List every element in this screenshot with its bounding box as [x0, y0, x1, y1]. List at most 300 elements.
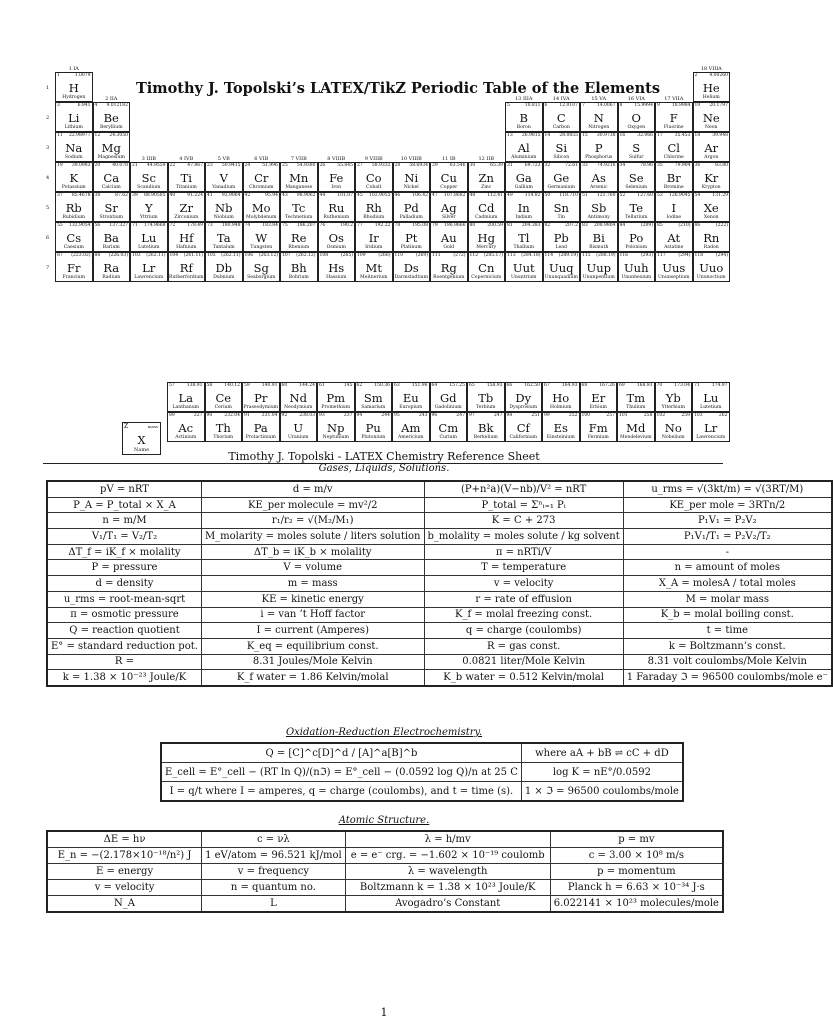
element-symbol: Uut	[512, 261, 535, 275]
element-cell-md	[617, 412, 655, 442]
element-cell-rh	[355, 192, 393, 222]
atomic-number: 37	[57, 193, 63, 198]
element-name: Curium	[439, 435, 457, 440]
element-cell-pd	[393, 192, 431, 222]
atomic-number: 1	[57, 73, 60, 78]
atomic-number: 80	[469, 223, 476, 228]
table-cell: u_rms = √(3kt/m) = √(3RT/M)	[623, 481, 832, 497]
period-label: 1	[46, 85, 50, 91]
atomic-mass: (261.11)	[183, 253, 203, 258]
atomic-number: 65	[469, 383, 475, 388]
element-symbol: Rg	[440, 261, 457, 275]
atomic-number: 10	[694, 103, 701, 108]
element-cell-hf	[168, 222, 206, 252]
atomic-mass: 9.012182	[106, 103, 128, 108]
atomic-number: 15	[582, 133, 588, 138]
table-cell: 8.31 Joules/Mole Kelvin	[201, 654, 424, 670]
formula-row	[47, 591, 832, 607]
atomic-mass: 79.904	[674, 163, 691, 168]
atomic-number: 55	[57, 223, 63, 228]
group-label: 16 VIA	[627, 96, 645, 102]
element-name: Roentgenium	[433, 275, 465, 280]
table-cell: K_f water = 1.86 Kelvin/molal	[201, 670, 424, 686]
element-symbol: Nb	[215, 201, 233, 215]
element-cell-ac	[167, 412, 205, 442]
element-symbol: Nd	[289, 391, 307, 405]
atomic-number: 72	[169, 223, 176, 228]
atomic-number: 67	[544, 383, 550, 388]
atomic-mass: 47.867	[187, 163, 203, 168]
element-symbol: Cs	[66, 231, 82, 245]
atomic-mass: 173.04	[674, 383, 690, 388]
atomic-mass: 247	[456, 413, 465, 418]
atomic-number: 11	[57, 133, 63, 138]
formula-row	[47, 529, 832, 545]
element-symbol: Zr	[179, 201, 193, 215]
element-name: Rubidium	[62, 215, 86, 220]
atomic-mass: 262	[718, 413, 728, 418]
atomic-number: 30	[469, 163, 476, 168]
atomic-mass: 186.207	[296, 223, 316, 228]
element-name: Potassium	[61, 185, 86, 190]
atomic-number: 41	[207, 193, 213, 198]
group-label: 2 IIA	[105, 96, 118, 102]
element-name: Phosphorus	[585, 155, 613, 160]
element-cell-at	[655, 222, 693, 252]
atomic-mass: 121.760	[596, 193, 616, 198]
table-cell: v = velocity	[424, 576, 623, 592]
atomic-mass: 4.00260	[709, 73, 728, 78]
element-symbol: Bk	[478, 421, 494, 435]
atomic-number: 116	[619, 253, 629, 258]
table-cell: d = density	[47, 576, 201, 592]
period-label: 5	[46, 205, 50, 211]
atomic-number: 88	[94, 253, 101, 258]
element-symbol: Sb	[591, 201, 607, 215]
element-cell-he	[693, 72, 731, 102]
element-symbol: Cf	[516, 421, 530, 435]
element-name: Strontium	[99, 215, 124, 220]
table-cell: ΔE = hν	[47, 831, 202, 848]
atomic-number: 42	[244, 193, 251, 198]
atomic-mass: 257	[606, 413, 615, 418]
atomic-number: 62	[356, 383, 363, 388]
atomic-number: 18	[694, 133, 701, 138]
atomic-number: 57	[169, 383, 175, 388]
table-cell: (P+n²a)(V−nb)/V² = nRT	[424, 481, 623, 497]
element-name: Einsteinium	[546, 435, 575, 440]
redox-table	[160, 742, 684, 802]
atomic-mass: 101.07	[337, 193, 353, 198]
element-name: Terbium	[476, 405, 496, 410]
atomic-table	[46, 830, 724, 913]
atomic-mass: (294)	[715, 253, 728, 258]
atomic-mass: 92.9064	[221, 193, 241, 198]
table-cell: c = νλ	[202, 831, 346, 848]
element-name: Ruthenium	[323, 215, 350, 220]
atomic-mass: 24.3050	[109, 133, 128, 138]
atomic-number: 100	[581, 413, 591, 418]
element-symbol: Ca	[103, 171, 120, 185]
element-name: Dubnium	[213, 275, 235, 280]
element-symbol: Te	[629, 201, 644, 215]
atomic-number: 2	[694, 73, 698, 78]
element-cell-fe	[318, 162, 356, 192]
atomic-mass: 168.93	[636, 383, 653, 388]
element-name: Meitnerium	[360, 275, 388, 280]
atomic-number: 86	[694, 223, 701, 228]
element-cell-lr	[692, 412, 730, 442]
atomic-mass: 95.94	[265, 193, 278, 198]
table-cell: P_total = Σⁿᵢ₌₁ Pᵢ	[424, 497, 623, 513]
element-symbol: Fm	[588, 421, 608, 435]
atomic-mass: 238.03	[299, 413, 315, 418]
element-symbol: Ga	[515, 171, 532, 185]
table-cell: V = volume	[201, 560, 424, 576]
table-cell: i = van ’t Hoff factor	[201, 607, 424, 623]
element-cell-sg	[243, 252, 281, 282]
element-cell-ti	[168, 162, 206, 192]
table-cell: log K = nE°/0.0592	[521, 763, 683, 782]
atomic-mass: 174.97	[711, 383, 728, 388]
element-name: Polonium	[625, 245, 648, 250]
atomic-mass: 237	[343, 413, 353, 418]
element-cell-pt	[393, 222, 431, 252]
atomic-mass: 232.04	[224, 413, 240, 418]
element-name: Seaborgium	[247, 275, 276, 280]
element-name: Nitrogen	[588, 125, 610, 130]
atomic-mass: 22.98977	[69, 133, 91, 138]
formula-row	[47, 576, 832, 592]
atomic-mass: 114.82	[524, 193, 541, 198]
element-name: Palladium	[399, 215, 423, 220]
atomic-mass: 183.84	[262, 223, 278, 228]
atomic-mass: (262.12)	[296, 253, 316, 258]
atomic-number: 28	[394, 163, 401, 168]
atomic-number: 79	[432, 223, 438, 228]
atomic-number: 6	[544, 103, 548, 108]
group-label: 12 IIB	[478, 156, 495, 162]
element-symbol: F	[669, 111, 678, 125]
formula-row	[47, 623, 832, 639]
table-cell: Q = [C]^c[D]^d / [A]^a[B]^b	[161, 743, 521, 763]
element-name: Copernicium	[471, 275, 502, 280]
atomic-number: 61	[319, 383, 325, 388]
element-cell-pb	[543, 222, 581, 252]
element-symbol: Md	[626, 421, 646, 435]
element-cell-cf	[505, 412, 543, 442]
table-cell: 6.022141 × 10²³ molecules/mole	[550, 896, 723, 913]
atomic-number: 46	[394, 193, 401, 198]
table-cell: λ = wavelength	[345, 864, 550, 880]
element-cell-lr	[130, 252, 168, 282]
element-name: Lead	[555, 245, 567, 250]
element-name: Antimony	[587, 215, 610, 220]
formula-row	[47, 513, 832, 529]
element-name: Cadmium	[475, 215, 498, 220]
atomic-mass: 58.6934	[409, 163, 428, 168]
atomic-number: 50	[544, 193, 551, 198]
table-cell: L	[202, 896, 346, 913]
table-cell: I = q/t where I = amperes, q = charge (coulombs), and t = time (s).	[161, 782, 521, 802]
atomic-number: 107	[282, 253, 291, 258]
atomic-number: 106	[244, 253, 254, 258]
atomic-number: 7	[582, 103, 585, 108]
atomic-mass: 40.078	[112, 163, 128, 168]
atomic-mass: 137.327	[109, 223, 128, 228]
element-name: Fermium	[587, 435, 609, 440]
atomic-number: 84	[619, 223, 626, 228]
atomic-number: 16	[619, 133, 626, 138]
element-symbol: Hf	[179, 231, 194, 245]
table-cell: I = current (Amperes)	[201, 623, 424, 639]
element-name: Yttrium	[139, 215, 158, 220]
table-cell: T = temperature	[424, 560, 623, 576]
atomic-number: 48	[469, 193, 476, 198]
element-name: Sulfur	[629, 155, 644, 160]
element-name: Neptunium	[322, 435, 349, 440]
group-label: 5 VB	[217, 156, 230, 162]
atomic-number: 103	[694, 413, 703, 418]
element-symbol: Rh	[365, 201, 382, 215]
element-name: Darmstadtium	[394, 275, 428, 280]
group-label: 14 IVA	[552, 96, 570, 102]
group-label: 11 IB	[441, 156, 456, 162]
element-name: Lawrencium	[696, 435, 726, 440]
atomic-number: 82	[544, 223, 551, 228]
element-symbol: Pa	[253, 421, 268, 435]
element-cell-ar	[693, 132, 731, 162]
element-symbol: Sr	[104, 201, 118, 215]
atomic-mass: 44.9559	[146, 163, 166, 168]
atomic-heading: Atomic Structure.	[338, 815, 430, 826]
element-symbol: Lr	[142, 261, 156, 275]
element-symbol: W	[255, 231, 268, 245]
element-name: Actinium	[175, 435, 197, 440]
element-symbol: Ru	[328, 201, 345, 215]
element-cell-rn	[693, 222, 731, 252]
atomic-number: 12	[94, 133, 101, 138]
element-symbol: C	[556, 111, 566, 125]
element-cell-tl	[505, 222, 543, 252]
element-symbol: Co	[365, 171, 382, 185]
atomic-mass: 39.948	[712, 133, 728, 138]
element-name: Erbium	[589, 405, 607, 410]
atomic-mass: (266)	[378, 253, 391, 258]
element-name: Californium	[509, 435, 538, 440]
element-name: Bromine	[663, 185, 684, 190]
group-label: 4 IVB	[179, 156, 194, 162]
atomic-number: 60	[281, 383, 288, 388]
formula-row	[47, 638, 832, 654]
atomic-number: 118	[694, 253, 704, 258]
atomic-number: 97	[469, 413, 475, 418]
redox-heading: Oxidation-Reduction Electrochemistry.	[285, 727, 483, 738]
atomic-number: 19	[57, 163, 63, 168]
table-cell: n = m/M	[47, 513, 201, 529]
element-cell-y	[130, 192, 168, 222]
reference-title: Timothy J. Topolski - LATEX Chemistry Reference Sheet	[228, 450, 540, 463]
element-cell-c	[543, 102, 581, 132]
atomic-number: 104	[169, 253, 179, 258]
atomic-number: 5	[507, 103, 510, 108]
atomic-mass: 6.941	[77, 103, 91, 108]
element-name: Beryllium	[99, 125, 123, 130]
element-cell-pm	[317, 382, 355, 412]
element-name: Technetium	[285, 215, 313, 220]
atomic-mass: 231.04	[261, 413, 278, 418]
element-symbol: Tb	[478, 391, 494, 405]
table-cell: ΔT_b = iK_b × molality	[201, 544, 424, 560]
atomic-number: 89	[169, 413, 175, 418]
atomic-number: 94	[356, 413, 363, 418]
element-name: Arsenic	[589, 185, 608, 190]
table-cell: π = osmotic pressure	[47, 607, 201, 623]
element-symbol: As	[591, 171, 606, 185]
element-cell-xe	[693, 192, 731, 222]
element-name: Osmium	[326, 245, 346, 250]
group-label: 9 VIIIB	[364, 156, 383, 162]
atomic-number: 4	[94, 103, 98, 108]
atomic-mass: 39.0983	[71, 163, 91, 168]
atomic-mass: (294)	[678, 253, 691, 258]
element-cell-tc	[280, 192, 318, 222]
element-cell-na	[55, 132, 93, 162]
element-cell-mg	[93, 132, 131, 162]
atomic-mass: 207.2	[565, 223, 578, 228]
atomic-number: 33	[582, 163, 588, 168]
atomic-mass: 259	[681, 413, 690, 418]
element-name: Ununquadium	[544, 275, 578, 280]
table-cell: p = momentum	[550, 864, 723, 880]
element-name: Silver	[441, 215, 456, 220]
element-cell-sn	[543, 192, 581, 222]
element-symbol: Kr	[704, 171, 719, 185]
formula-row	[47, 831, 723, 848]
atomic-mass: 98.9062	[296, 193, 316, 198]
atomic-mass: 28.0855	[559, 133, 578, 138]
table-cell: K_eq = equilibrium const.	[201, 638, 424, 654]
element-name: Rutherfordium	[168, 275, 204, 280]
element-name: Tellurium	[625, 215, 648, 220]
element-name: Zinc	[481, 185, 492, 190]
element-name: Argon	[704, 155, 719, 160]
element-cell-ni	[393, 162, 431, 192]
atomic-mass: 35.453	[674, 133, 691, 138]
atomic-mass: 72.61	[565, 163, 578, 168]
atomic-mass: 15.9994	[634, 103, 653, 108]
element-symbol: Ac	[178, 421, 194, 435]
element-symbol: Ce	[215, 391, 232, 405]
element-name: Europium	[399, 405, 423, 410]
element-cell-sm	[355, 382, 393, 412]
atomic-mass: 247	[493, 413, 503, 418]
element-cell-ge	[543, 162, 581, 192]
table-cell: Avogadro’s Constant	[345, 896, 550, 913]
element-cell-rb	[55, 192, 93, 222]
atomic-mass: 106.42	[412, 193, 428, 198]
atomic-mass: 102.9055	[369, 193, 391, 198]
element-name: Radium	[102, 275, 121, 280]
atomic-number: 77	[357, 223, 363, 228]
element-symbol: Am	[401, 421, 421, 435]
element-symbol: Sm	[363, 391, 383, 405]
table-cell: n = quantum no.	[202, 880, 346, 896]
group-label: 8 VIIIB	[327, 156, 346, 162]
element-cell-lu	[130, 222, 168, 252]
element-name: Ununseptium	[658, 275, 690, 280]
element-cell-uuh	[618, 252, 656, 282]
element-cell-tb	[467, 382, 505, 412]
element-cell-gd	[430, 382, 468, 412]
element-cell-in	[505, 192, 543, 222]
table-cell: λ = h/mv	[345, 831, 550, 848]
element-name: Ununpentium	[582, 275, 615, 280]
element-name: Fluorine	[663, 125, 684, 130]
element-name: Tantalum	[212, 245, 235, 250]
element-cell-cr	[243, 162, 281, 192]
atomic-mass: 196.9666	[444, 223, 466, 228]
element-cell-ca	[93, 162, 131, 192]
element-symbol: No	[664, 421, 682, 435]
atomic-mass: 83.80	[715, 163, 728, 168]
element-symbol: Sn	[553, 201, 569, 215]
element-symbol: Ba	[103, 231, 119, 245]
element-cell-zr	[168, 192, 206, 222]
key-symbol: X	[137, 434, 146, 447]
period-label: 6	[46, 235, 50, 241]
element-name: Berkelium	[473, 435, 498, 440]
element-symbol: Sg	[253, 261, 269, 275]
element-cell-bi	[580, 222, 618, 252]
element-name: Chlorine	[663, 155, 684, 160]
element-symbol: Uuh	[623, 261, 649, 275]
element-cell-sc	[130, 162, 168, 192]
element-symbol: Yb	[665, 391, 681, 405]
atomic-mass: (272)	[453, 253, 466, 258]
element-name: Americium	[398, 435, 424, 440]
atomic-number: 24	[244, 163, 251, 168]
table-cell: m = mass	[201, 576, 424, 592]
atomic-number: 71	[132, 223, 138, 228]
atomic-number: 115	[582, 253, 591, 258]
element-cell-p	[580, 132, 618, 162]
atomic-mass: (209)	[640, 223, 653, 228]
element-symbol: Re	[291, 231, 307, 245]
atomic-number: 40	[169, 193, 176, 198]
element-name: Cobalt	[366, 185, 382, 190]
element-cell-ds	[393, 252, 431, 282]
element-name: Ununtrium	[510, 275, 537, 280]
element-name: Zirconium	[174, 215, 199, 220]
group-label: 3 IIIB	[141, 156, 156, 162]
formula-row	[47, 481, 832, 497]
table-cell: E° = standard reduction pot.	[47, 638, 201, 654]
atomic-mass: 20.1797	[709, 103, 728, 108]
element-name: Selenium	[625, 185, 648, 190]
element-symbol: Er	[591, 391, 606, 405]
atomic-number: 20	[94, 163, 101, 168]
element-name: Helium	[702, 95, 720, 100]
element-symbol: Tl	[518, 231, 530, 245]
element-symbol: Cr	[254, 171, 269, 185]
atomic-mass: 158.93	[486, 383, 503, 388]
atomic-mass: 85.4678	[71, 193, 91, 198]
atomic-mass: (223.02)	[71, 253, 91, 258]
atomic-mass: (265)	[340, 253, 353, 258]
atomic-mass: 140.91	[261, 383, 278, 388]
atomic-number: 56	[94, 223, 101, 228]
